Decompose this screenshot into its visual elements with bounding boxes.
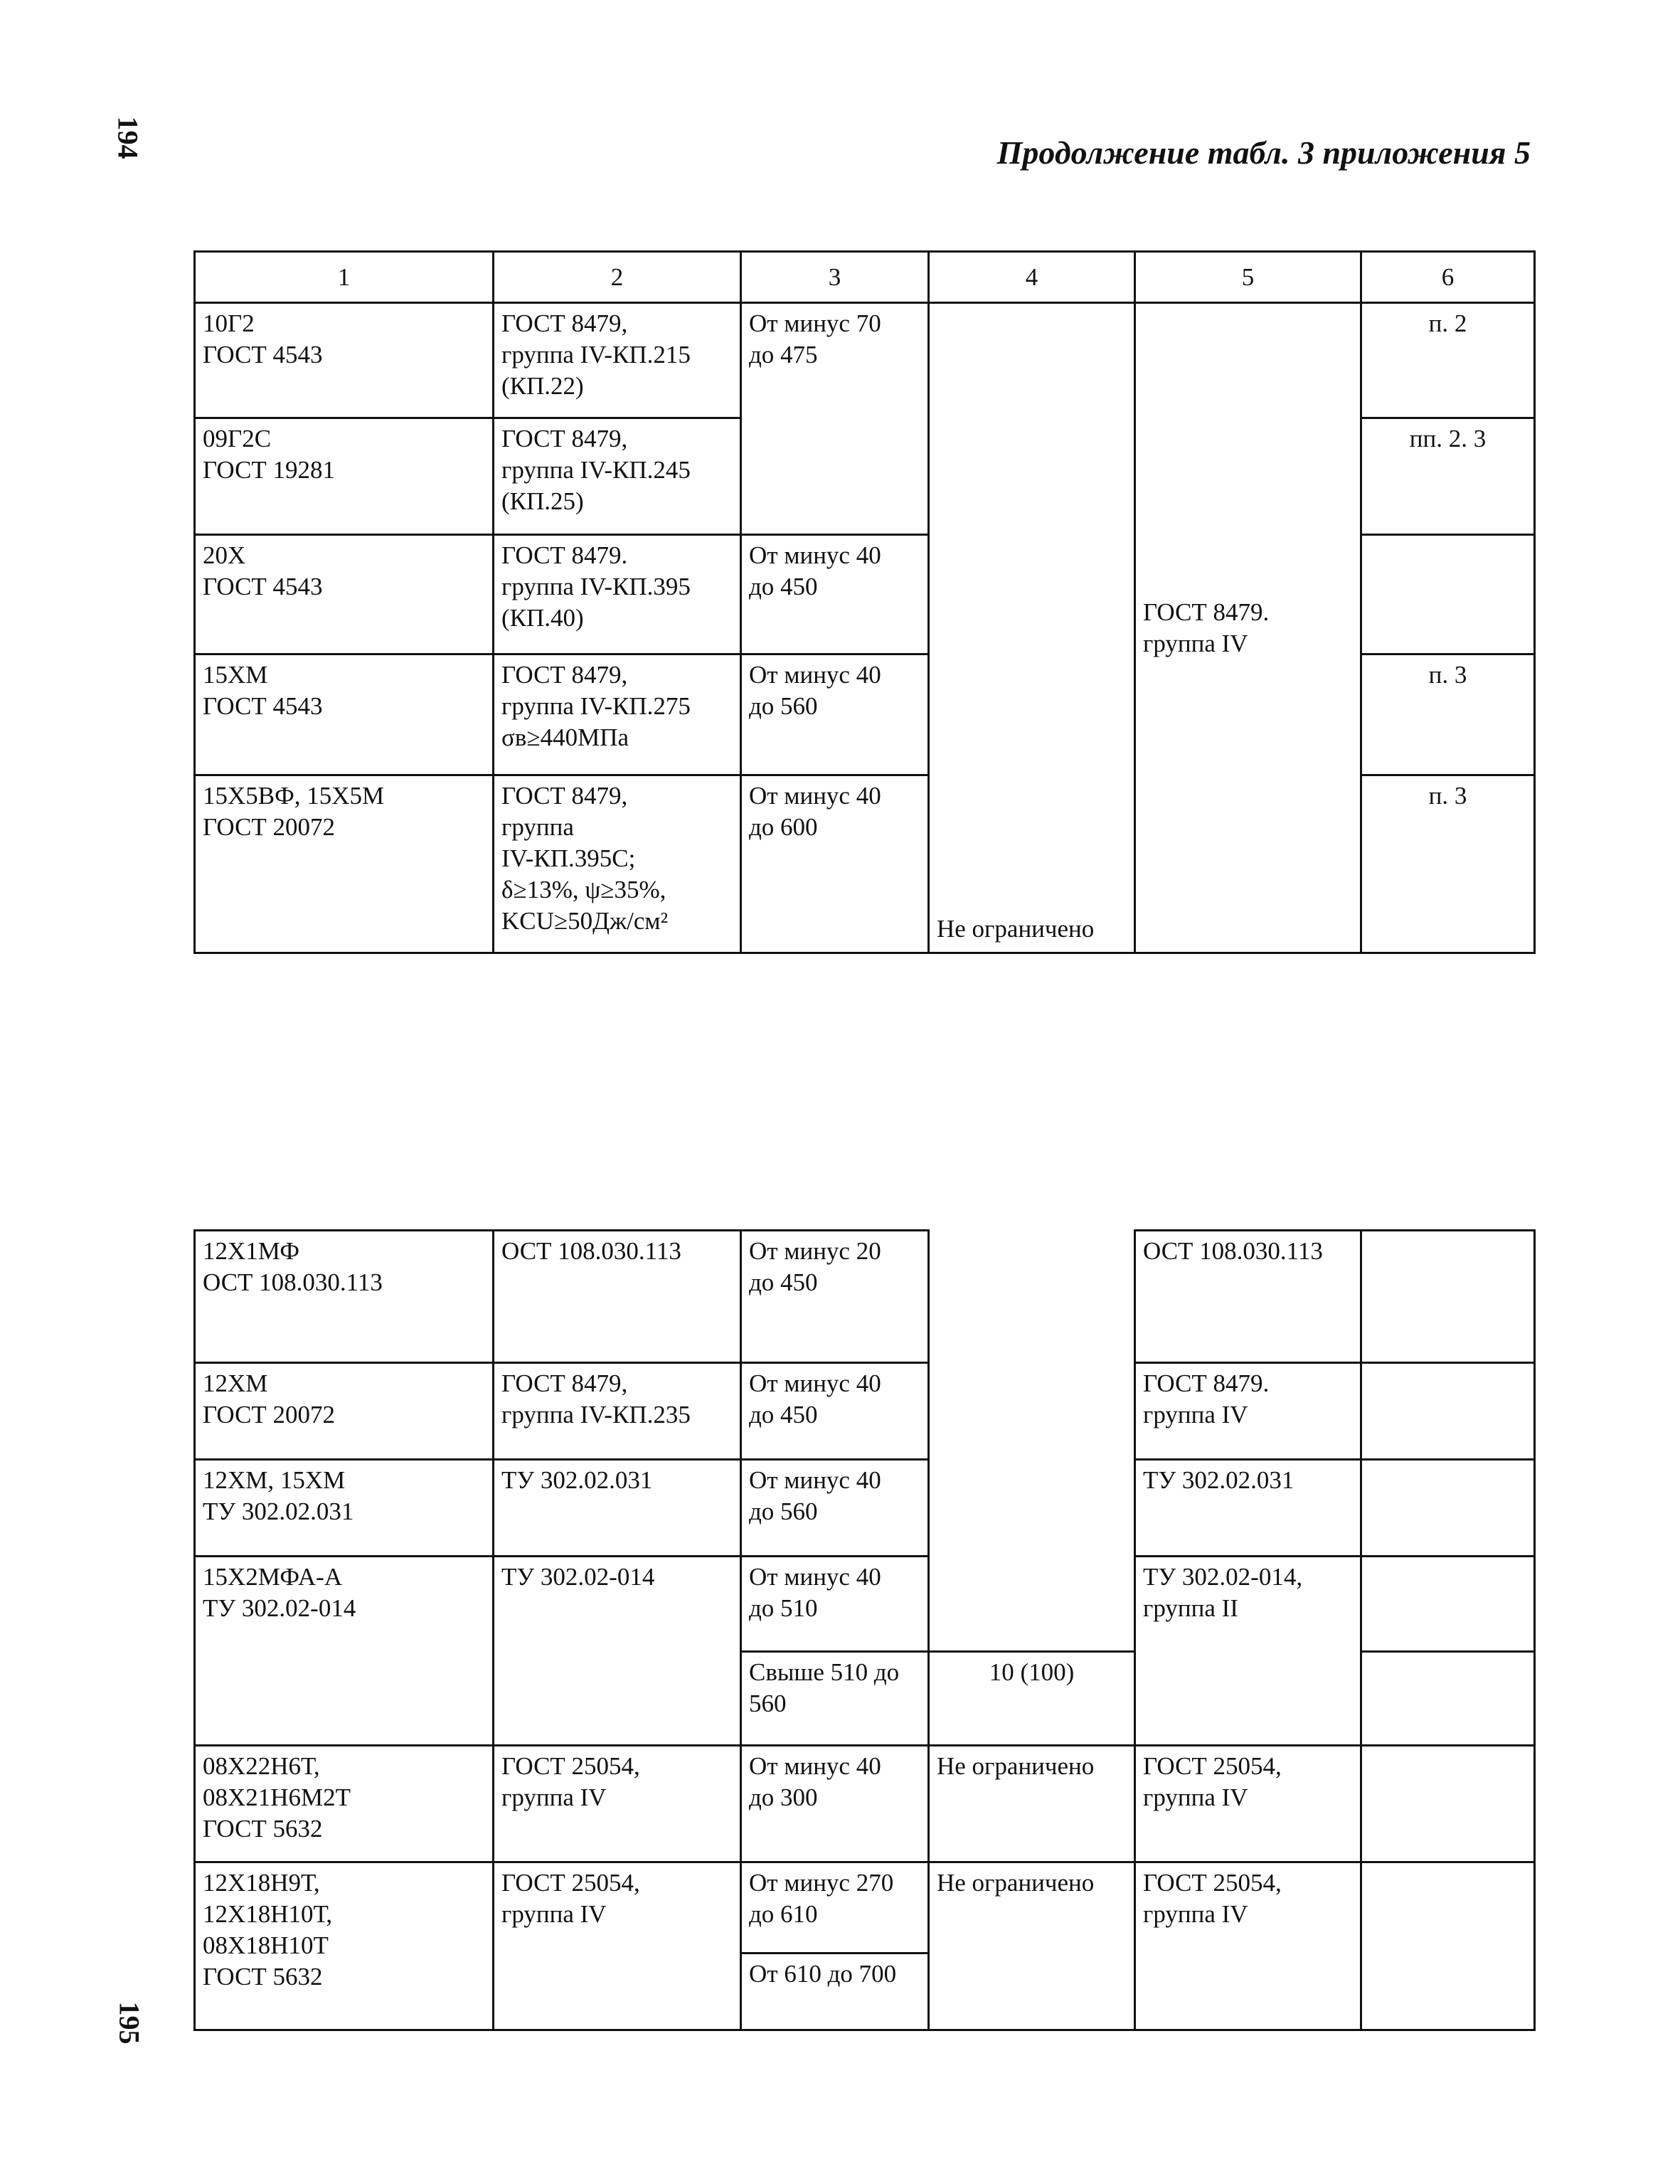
temperature-cell: От минус 40 до 510: [741, 1557, 929, 1652]
temperature-cell: От минус 70 до 475: [741, 303, 929, 535]
table-row: [195, 1746, 1535, 1862]
temperature-cell: От минус 40 до 300: [741, 1746, 929, 1862]
steel-grade-cell: 12ХМ ГОСТ 20072: [195, 1363, 494, 1460]
steel-grade-cell: 09Г2С ГОСТ 19281: [195, 418, 494, 535]
pressure-cell: Не ограничено: [929, 1862, 1135, 2030]
control-standard-cell: ТУ 302.02.031: [1135, 1460, 1361, 1557]
pressure-cell-merged: Не ограничено: [929, 303, 1135, 953]
note-cell-empty: [1361, 1460, 1535, 1557]
standard-cell: ГОСТ 8479, группа IV-КП.245 (КП.25): [494, 418, 741, 535]
steel-grade-cell: 10Г2 ГОСТ 4543: [195, 303, 494, 418]
note-cell-empty: [1361, 1557, 1535, 1652]
control-standard-cell-merged: ГОСТ 8479. группа IV: [1135, 303, 1361, 953]
note-cell-empty: [1361, 1746, 1535, 1862]
table-row: [195, 1231, 1535, 1363]
control-standard-cell: ГОСТ 25054, группа IV: [1135, 1862, 1361, 2030]
standard-cell: ГОСТ 8479. группа IV-КП.395 (КП.40): [494, 535, 741, 654]
standard-cell: ТУ 302.02-014: [494, 1557, 741, 1746]
standard-cell: ГОСТ 8479, группа IV-КП.235: [494, 1363, 741, 1460]
steel-grade-cell: 08Х22Н6Т, 08Х21Н6М2Т ГОСТ 5632: [195, 1746, 494, 1862]
standard-cell: ТУ 302.02.031: [494, 1460, 741, 1557]
header-cell-6: 6: [1361, 252, 1535, 303]
header-cell-2: 2: [494, 252, 741, 303]
temperature-cell: От минус 270 до 610: [741, 1862, 929, 1954]
table-row: [195, 303, 1535, 418]
pressure-cell-empty: [929, 1231, 1135, 1652]
steel-grade-cell: 12Х18Н9Т, 12Х18Н10Т, 08Х18Н10Т ГОСТ 5632: [195, 1862, 494, 2030]
temperature-cell: От минус 40 до 560: [741, 1460, 929, 1557]
steel-grade-cell: 12Х1МФ ОСТ 108.030.113: [195, 1231, 494, 1363]
table-top: [193, 250, 1536, 954]
note-cell-empty: [1361, 1652, 1535, 1746]
page-number-top: 194: [112, 116, 144, 159]
header-cell-3: 3: [741, 252, 929, 303]
table-row: [195, 1363, 1535, 1460]
table-header-row: [195, 252, 1535, 303]
control-standard-cell: ГОСТ 8479. группа IV: [1135, 1363, 1361, 1460]
standard-cell: ГОСТ 25054, группа IV: [494, 1746, 741, 1862]
table-caption: Продолжение табл. 3 приложения 5: [996, 134, 1531, 171]
temperature-cell: От минус 40 до 450: [741, 535, 929, 654]
steel-grade-cell: 15Х5ВФ, 15Х5М ГОСТ 20072: [195, 775, 494, 953]
table-row: [195, 1460, 1535, 1557]
standard-cell: ГОСТ 25054, группа IV: [494, 1862, 741, 2030]
pressure-cell: Не ограничено: [929, 1746, 1135, 1862]
page-number-bottom: 195: [113, 2001, 146, 2045]
header-cell-4: 4: [929, 252, 1135, 303]
standard-cell: ГОСТ 8479, группа IV-КП.215 (КП.22): [494, 303, 741, 418]
header-cell-5: 5: [1135, 252, 1361, 303]
note-cell-empty: [1361, 1363, 1535, 1460]
temperature-cell: От минус 40 до 560: [741, 654, 929, 775]
temperature-cell: Свыше 510 до 560: [741, 1652, 929, 1746]
note-cell-empty: [1361, 1231, 1535, 1363]
steel-grade-cell: 15Х2МФА-А ТУ 302.02-014: [195, 1557, 494, 1746]
note-cell: п. 2: [1361, 303, 1535, 418]
standard-cell: ГОСТ 8479, группа IV-КП.275 σв≥440МПа: [494, 654, 741, 775]
table-row: [195, 1557, 1535, 1652]
pressure-cell: 10 (100): [929, 1652, 1135, 1746]
temperature-cell: От минус 40 до 450: [741, 1363, 929, 1460]
note-cell: [1361, 535, 1535, 654]
note-cell-empty: [1361, 1862, 1535, 2030]
temperature-cell: От минус 20 до 450: [741, 1231, 929, 1363]
note-cell: п. 3: [1361, 654, 1535, 775]
standard-cell: ОСТ 108.030.113: [494, 1231, 741, 1363]
table-row: [195, 1862, 1535, 1954]
table-bottom: [193, 1229, 1536, 2031]
temperature-cell: От минус 40 до 600: [741, 775, 929, 953]
standard-cell: ГОСТ 8479, группа IV-КП.395С; δ≥13%, ψ≥35%, KCU≥50Дж/см²: [494, 775, 741, 953]
note-cell: пп. 2. 3: [1361, 418, 1535, 535]
control-standard-cell: ГОСТ 25054, группа IV: [1135, 1746, 1361, 1862]
steel-grade-cell: 12ХМ, 15ХМ ТУ 302.02.031: [195, 1460, 494, 1557]
header-cell-1: 1: [195, 252, 494, 303]
steel-grade-cell: 20Х ГОСТ 4543: [195, 535, 494, 654]
control-standard-cell: ТУ 302.02-014, группа II: [1135, 1557, 1361, 1746]
note-cell: п. 3: [1361, 775, 1535, 953]
control-standard-cell: ОСТ 108.030.113: [1135, 1231, 1361, 1363]
temperature-cell: От 610 до 700: [741, 1954, 929, 2030]
steel-grade-cell: 15ХМ ГОСТ 4543: [195, 654, 494, 775]
